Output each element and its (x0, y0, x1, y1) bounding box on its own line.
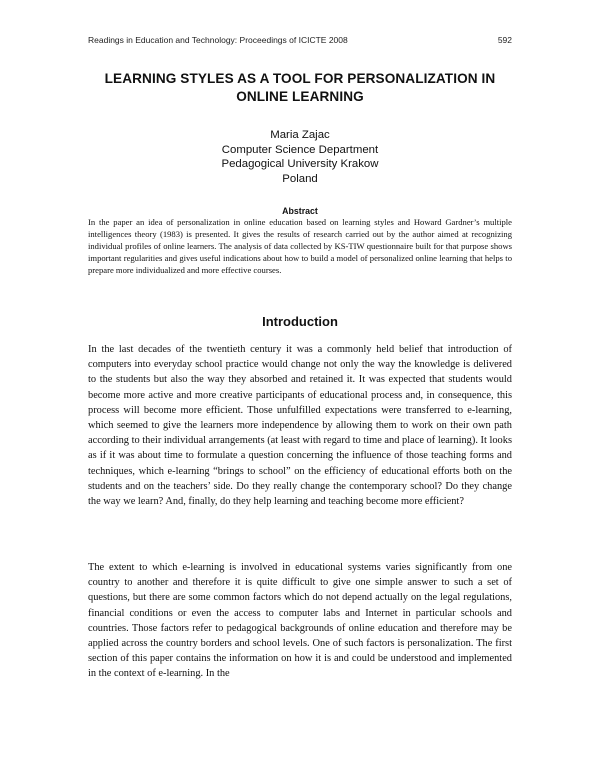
abstract-heading: Abstract (282, 206, 318, 216)
introduction-paragraph-2: The extent to which e-learning is involved in educational systems varies significantly from one country to another and therefore it is quite difficult to give one simple answer to such a set of questions, but there are some common factors which do not depend actually on the legal regulations, financial conditions or even the access to computer labs and Internet in particular schools and countries. Those factors refer to pedagogical backgrounds of online education and therefore may be applied across the country borders and school levels. One of such factors is personalization. The first section of this paper contains the information on how it is and could be understood and implemented in the context of e-learning. In the (88, 562, 512, 680)
paper-title (60, 70, 540, 106)
introduction-heading: Introduction (262, 314, 338, 329)
author-institution: Pedagogical University Krakow (221, 158, 379, 171)
abstract-text: In the paper an idea of personalization in online education based on learning styles and Howard Gardner’s multiple intelligences theory (1983) is presented. It gives the results of research carried out by the author aimed at recognizing individual profiles of online learners. The analysis of data collected by KS-TIW questionnaire built for that purpose shows important regularities and gives useful indications about how to build a model of personalized online learning that helps to prepare more individualized and more effective courses. (88, 217, 512, 275)
paper-title-line-2: ONLINE LEARNING (236, 89, 364, 104)
author-name: Maria Zajac (270, 129, 330, 141)
author-department: Computer Science Department (221, 143, 379, 156)
paper-title-line-1: LEARNING STYLES AS A TOOL FOR PERSONALIZATION IN (104, 71, 496, 86)
author-block (0, 128, 600, 186)
running-header (88, 35, 512, 45)
introduction-paragraph-1: In the last decades of the twentieth century it was a commonly held belief that introduction of computers into everyday school practice would change not only the way the knowledge is delivered to the students but also the way they absorbed and retained it. It was expected that students would become more active and more creative participants of educational process and, in consequence, this process will become more efficient. Those unfulfilled expectations were transferred to e-learning, which seemed to give the learners more independence by allowing them to work on their own path according to their individual arrangements (at least with regard to time and place of learning). It looks as if it was about time to formulate a question concerning the influence of those teaching forms and techniques, which e-learning “brings to school” on the efficiency of educational efforts both on the students and on the teachers’ side. Do they really change the contemporary school? Do they change the way we learn? And, finally, do they help learning and teaching become more efficient? (88, 344, 512, 508)
page-number: 592 (497, 35, 512, 45)
running-title: Readings in Education and Technology: Proceedings of ICICTE 2008 (88, 35, 348, 45)
author-country: Poland (282, 172, 318, 185)
